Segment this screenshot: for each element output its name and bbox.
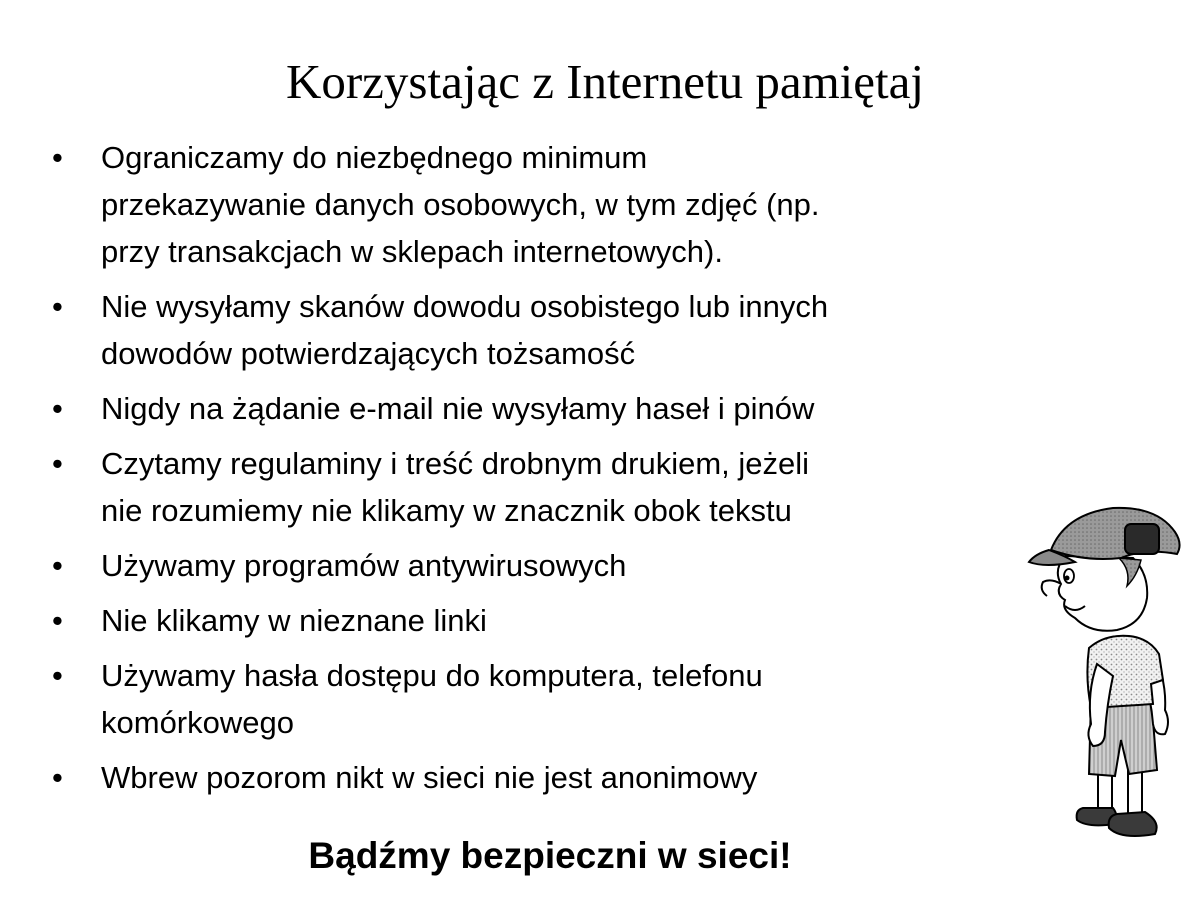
bullet-list: [0, 134, 1060, 809]
bullet-text-line: Czytamy regulaminy i treść drobnym drukiem, jeżeli: [101, 446, 810, 481]
bullet-item: [0, 134, 1060, 275]
bullet-text-line: Używamy programów antywirusowych: [101, 548, 627, 583]
bullet-dot-icon: •: [52, 760, 63, 795]
bullet-dot-icon: •: [52, 548, 63, 583]
cartoon-boy-icon: [1025, 478, 1200, 860]
bullet-dot-icon: •: [52, 446, 63, 481]
bullet-dot-icon: •: [52, 140, 63, 175]
bullet-item: [0, 440, 1060, 534]
bullet-item: [0, 652, 1060, 746]
closing-slogan: Bądźmy bezpieczni w sieci!: [308, 835, 792, 876]
bullet-dot-icon: •: [52, 603, 63, 638]
bullet-item: [0, 283, 1060, 377]
bullet-text-line: Nigdy na żądanie e-mail nie wysyłamy haseł i pinów: [101, 391, 815, 426]
bullet-text-line: nie rozumiemy nie klikamy w znacznik obok tekstu: [101, 493, 792, 528]
slide-title: Korzystając z Internetu pamiętaj: [285, 54, 925, 109]
bullet-text-line: przy transakcjach w sklepach internetowych).: [101, 234, 723, 269]
bullet-text-line: komórkowego: [101, 705, 294, 740]
bullet-text-line: przekazywanie danych osobowych, w tym zdjęć (np.: [101, 187, 820, 222]
bullet-item: [0, 597, 1060, 644]
bullet-item: [0, 385, 1060, 432]
bullet-text-line: Nie klikamy w nieznane linki: [101, 603, 487, 638]
bullet-item: [0, 542, 1060, 589]
bullet-dot-icon: •: [52, 391, 63, 426]
bullet-text-line: Nie wysyłamy skanów dowodu osobistego lub innych: [101, 289, 829, 324]
bullet-dot-icon: •: [52, 289, 63, 324]
bullet-text-line: Używamy hasła dostępu do komputera, telefonu: [101, 658, 763, 693]
bullet-text-line: Wbrew pozorom nikt w sieci nie jest anonimowy: [101, 760, 758, 795]
bullet-dot-icon: •: [52, 658, 63, 693]
bullet-text-line: Ograniczamy do niezbędnego minimum: [101, 140, 648, 175]
bullet-item: [0, 754, 1060, 801]
bullet-text-line: dowodów potwierdzających tożsamość: [101, 336, 636, 371]
